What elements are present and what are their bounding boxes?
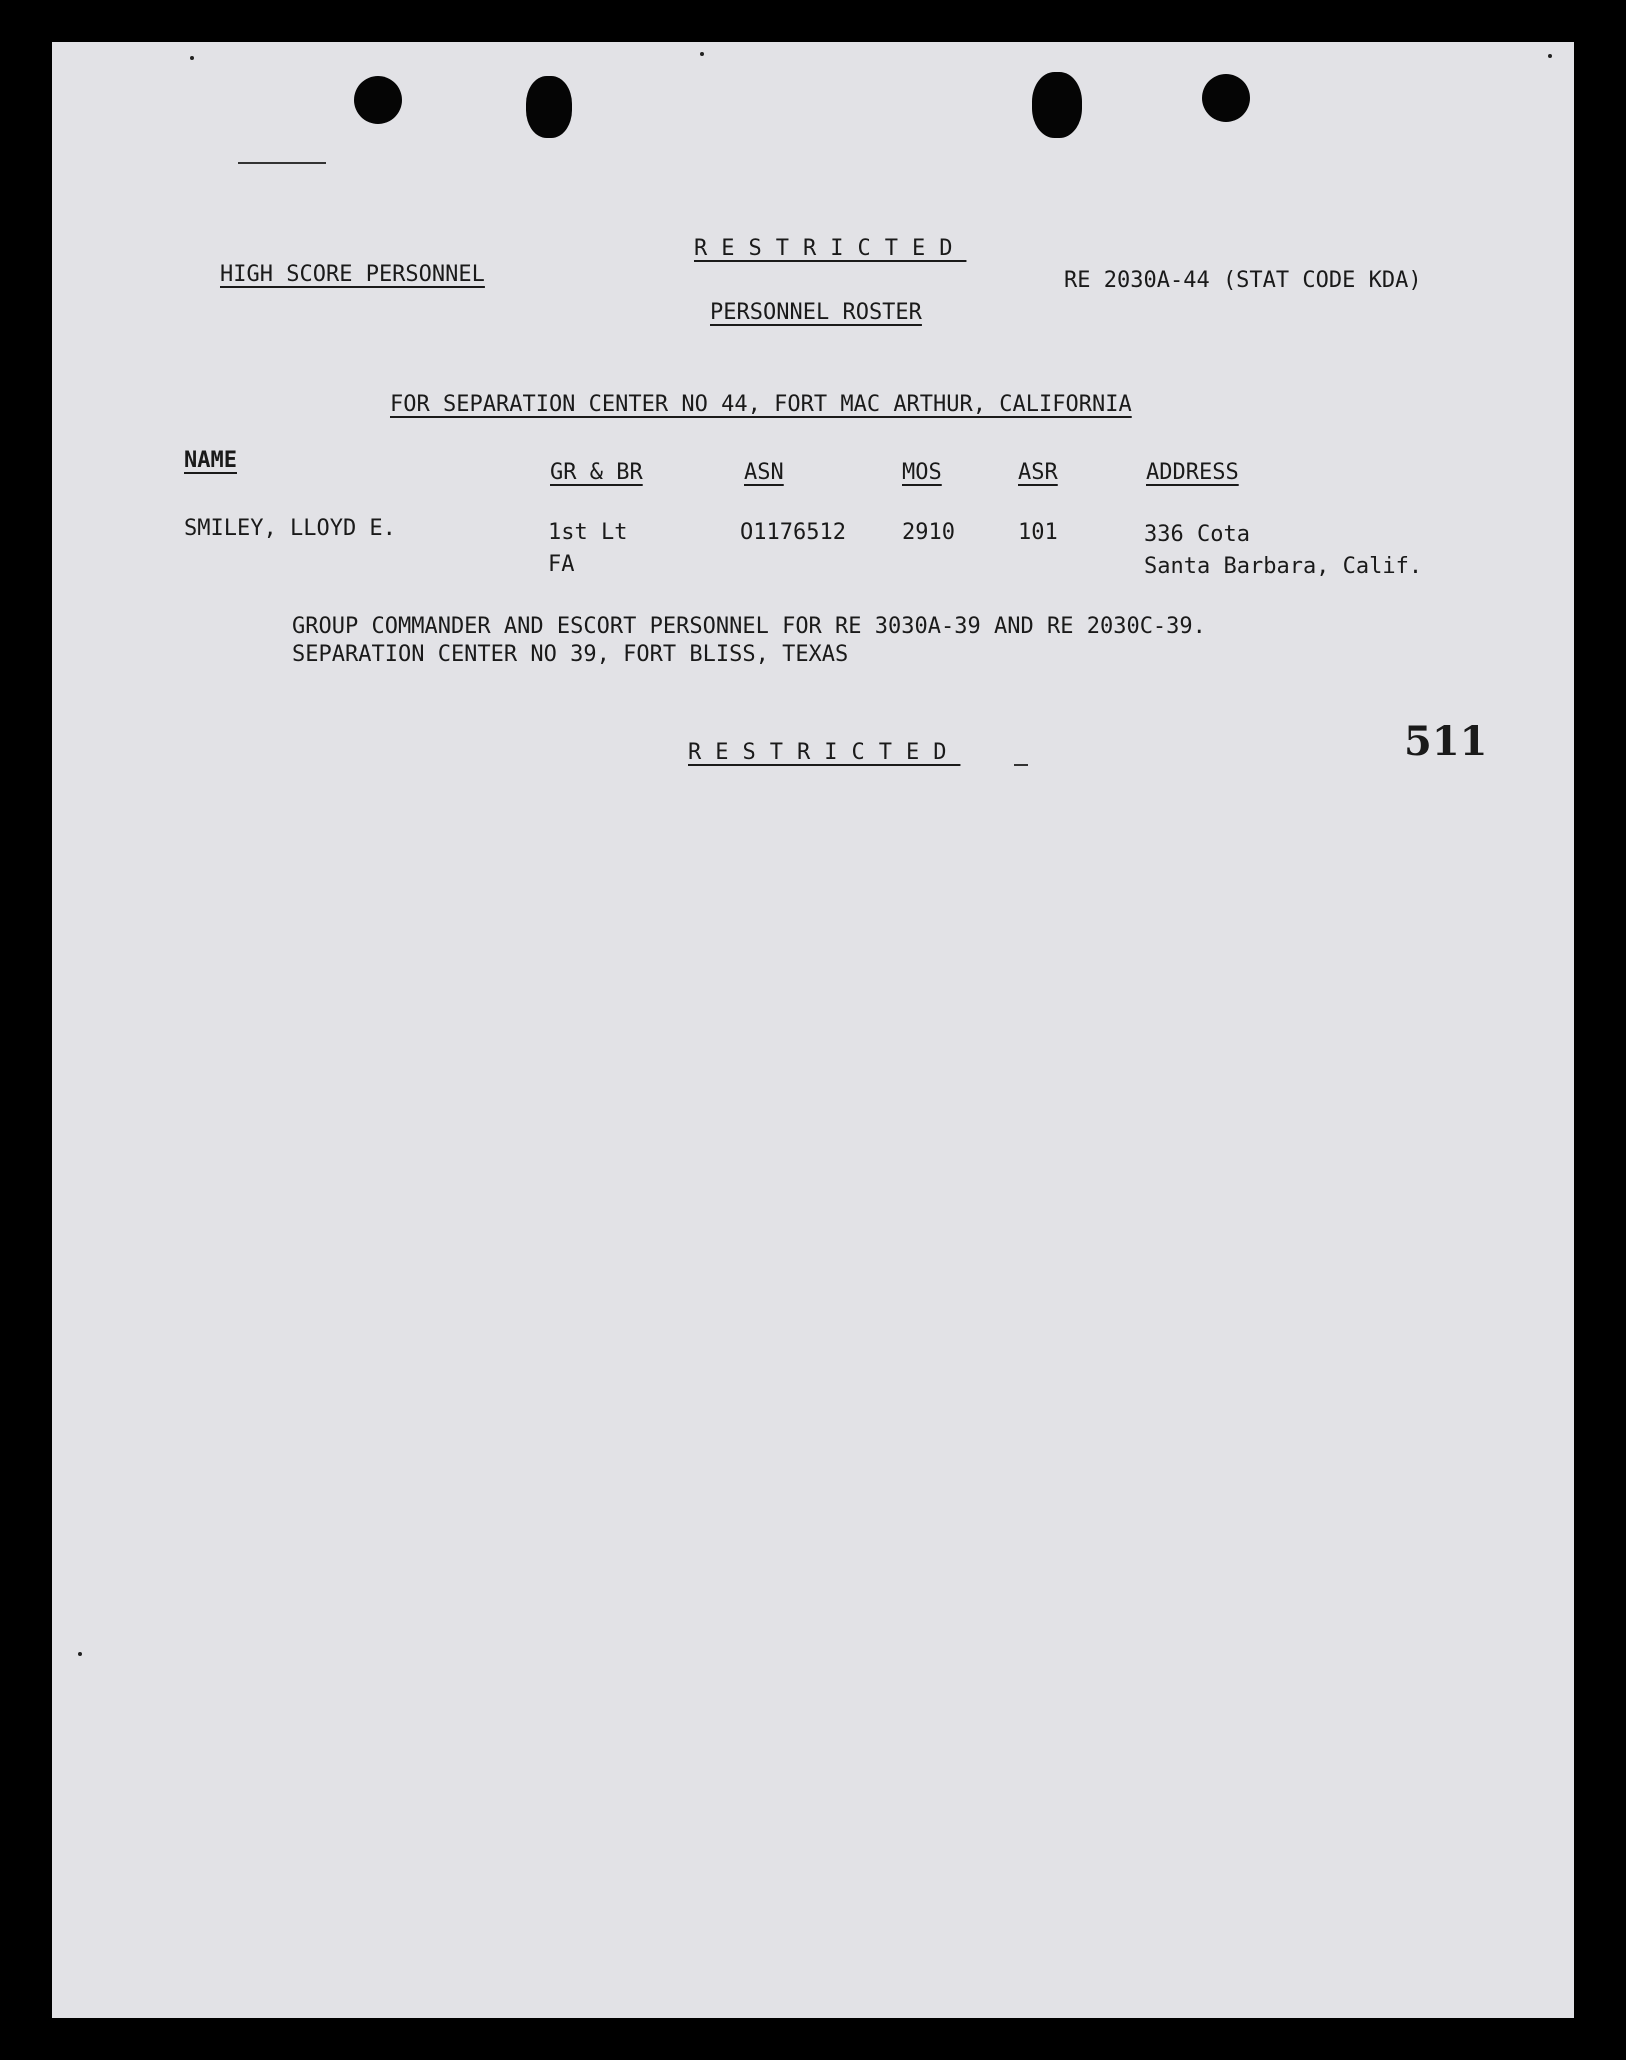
header-left-title: HIGH SCORE PERSONNEL [220,262,485,287]
note-line-2: SEPARATION CENTER NO 39, FORT BLISS, TEXAS [292,642,849,667]
page-number: 511 [1404,718,1488,765]
note-line-1: GROUP COMMANDER AND ESCORT PERSONNEL FOR RE 3030A-39 AND RE 2030C-39. [292,614,1206,639]
stray-mark [190,56,194,60]
stray-mark [78,1652,82,1656]
column-header-grade-branch: GR & BR [550,460,643,485]
column-header-asn: ASN [744,460,784,485]
column-header-name: NAME [184,448,237,473]
row-branch: FA [548,552,575,577]
reference-code: RE 2030A-44 (STAT CODE KDA) [1064,268,1422,293]
classification-bottom: RESTRICTED [688,740,961,765]
punch-hole [354,76,402,124]
row-grade: 1st Lt [548,520,628,545]
punch-hole [526,76,572,138]
column-header-address: ADDRESS [1146,460,1239,485]
row-asr: 101 [1018,520,1058,545]
row-address-line2: Santa Barbara, Calif. [1144,554,1423,579]
column-header-asr: ASR [1018,460,1058,485]
stray-mark [1548,54,1552,58]
document-page [52,42,1574,2018]
row-asn: O1176512 [740,520,846,545]
punch-hole [1032,72,1082,138]
column-header-mos: MOS [902,460,942,485]
classification-bottom-dash [1014,764,1028,766]
row-mos: 2910 [902,520,955,545]
classification-top: RESTRICTED [694,236,967,261]
row-name: SMILEY, LLOYD E. [184,516,396,541]
punch-hole [1202,74,1250,122]
stray-mark [700,52,704,56]
stray-mark [238,162,326,164]
roster-subtitle: PERSONNEL ROSTER [710,300,922,325]
destination-heading: FOR SEPARATION CENTER NO 44, FORT MAC ARTHUR, CALIFORNIA [390,392,1132,417]
row-address-line1: 336 Cota [1144,522,1250,547]
